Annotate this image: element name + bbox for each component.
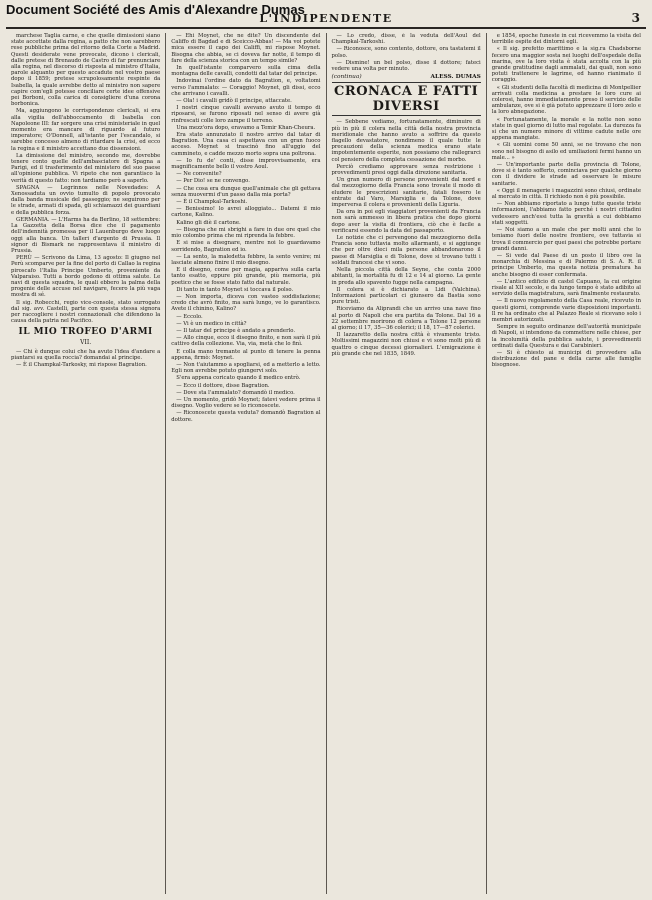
- paragraph: Da ora in poi egli viaggiatori provenienti da Francia non sarà ammesso in libera pratica che dopo giorni dopo aver la visita di frontiera, ciò che è facile a verificarsi essendo la data del passaporto.: [331, 209, 481, 234]
- paragraph: I nostri cinque cavalli avevano avuto il tempo di riposarsi, se furono riposati nel senso di avere già rinfrescati colle loro zampe il terreno.: [171, 105, 321, 124]
- paragraph: In quell'istante comparvero sulla cima della montagna delle cavalli, condotti dal tatar del principe.: [171, 65, 321, 78]
- paragraph: marchese Taglia carne, e che quelle dimissioni siano state accettate dalla regina, a patto che non sarebbero rese pubbliche prima del ritorno della Corte a Madrid. Questi desiderate vene provocate, dicono i clericali, dalle pretese di Brenaudo de Castro di far prenunciare alla regina, nel discorso di risposta al ministro d'Italia, parole alquanto per questo accadute nel vostro paese dopo il 1859; pretese scrupolosamente respinte da Isabella, la quale avrebbe detto al ministro non sapere capire com'egli potesse conciliare certe idee offensive pei Borboni, colla carica di consigliere d'una corona borbonica.: [11, 33, 161, 108]
- paragraph: Perciò crediamo approvare senza restrizione i provvedimenti presi oggi dalla direzione sanitaria.: [331, 163, 481, 177]
- feuilleton-title: IL MIO TROFEO D'ARMI: [18, 327, 153, 338]
- paragraph: PERÙ — Scrivono da Lima, 13 agosto: Il giugno nel Perù scomparve per la fine del porto di Callao la regina piroscafo l'Italia Principe Umberto, proveniente da Valparaiso. Tutti a bordo godono di ottima salute. Le navi di questa squadra, le quali ebbero la palma della progenie delle accuse nel navigare, fecero la più vaga mostra di sé.: [11, 255, 161, 299]
- paragraph: — Dove sta l'ammalato? domandò il medico.: [176, 389, 295, 396]
- paragraph: « Gli uomini come 50 anni, se ne trovano che non sono nel bisogno di asilo ed umiliazioni fermi hanno un male... »: [491, 142, 641, 161]
- paragraph: — Eccolo.: [176, 313, 203, 320]
- paragraph: — È il Champkal-Tarkosky, mi rispose Bagration.: [16, 361, 147, 368]
- paragraph: — Che cosa era dunque quell'animale che gli gettava senza muovermi d'un passo dalla mia porta?: [171, 185, 321, 198]
- paragraph: Il colera si è dichiarato a Lidi (Valchina). Informazioni particolari ci giunsero da Bastia sono pure tristi.: [331, 286, 481, 306]
- paragraph: — Ehi Moynet, che ne dite? Un discendente del Califfo di Bagdad e di Sceicco-Abbas! — Ma voi potete mica essere il capo dei Califfi, mi rispose Moynet. Bisogna che abbia, se ci doveva far notte, il tempo di fare della scienza storica con un tempo simile?: [171, 33, 321, 64]
- paragraph: E il disegno, come per magia, appariva sulla carta tanto esatto, eppure più grande, più memoria, più poetico che se fosse stato fatto dal naturale.: [171, 267, 321, 286]
- paragraph: — Ecco il dottore, disse Bagration.: [176, 382, 270, 389]
- paragraph: « Oggi il menagerie i magazzini sono chiusi, ordinate al mercato in città. Il richiedo non è più possibile.: [491, 187, 641, 201]
- column-3: [326, 33, 486, 894]
- paragraph: Nella piccola città della Seyne, che conta 2000 abitanti, la mortalità fu di 12 e 14 al giorno. La gente in preda allo spavento fugge nella campagna.: [331, 267, 481, 286]
- paragraph: — Allo cinque, ecco il disegno finito, e non sarà il più cattivo della collezione. Via, via, metà che lo finì.: [171, 335, 321, 348]
- newspaper-masthead: [0, 12, 652, 26]
- paragraph: — Il tatar del principe è andato a prenderlo.: [176, 327, 296, 334]
- paragraph: SPAGNA — Legrinnos nelle Novedades: A Xenossaduta un ovvio tumulto di popolo provocato dalla banda musicale del passeggio; ne seguirono per le strade, armati di spada, gli schiamazzi dei guardiani e della pubblica forza.: [11, 184, 161, 216]
- newspaper-columns: [6, 33, 646, 894]
- paragraph: — Sebbene vediamo, fortunatamente, diminuire di più in più il colera nella città della nostra provincia meridionale che hanno avuto a soffrire da questo flagello devastatore, nondimeno il quale tutte le precauzioni della scienza medica erano state impotentemente esperite, non possiamo che rallegrarci col pensiero della completa cessazione del morbo.: [331, 119, 481, 163]
- paragraph: Un gran numero di persone provenienti dal nord e dal mezzogiorno della Francia sono trovate il modo di eludere le prescrizioni sanitarie, fatali fossero le entrate dal Varo, Marsiglia e da Tolone, dove imperversa il colera e provenienti della Liguria.: [331, 177, 481, 209]
- page-number: 3: [631, 11, 640, 25]
- column-2: [165, 33, 325, 894]
- continua-note: (continua): [331, 74, 362, 81]
- paragraph: — Si è chiesto ai municipi di provvedere alla distribuzione del pane e della carne alle famiglie bisognose.: [491, 349, 641, 369]
- paragraph: e 1854, epoche funeste in cui ricevemmo la visita del terribile ospite dei dintorni egli.: [491, 33, 641, 46]
- paragraph: — Dismine! un bel polso, disse il dottore; fateci vedere una volta per minuto.: [331, 59, 481, 73]
- paragraph: Ma, aggiungono le corrispondenze clericali, si era alla vigilia dell'abboccamento di Isabella con Napoleone III: far sorgere una crisi ministeriale in quel momento era mancare di riguardo al futuro imperatore; O'Donnell, all'istante per l'escandalo, si sarebbe concesso almeno di ritardare la crisi, ed ecco la regina e il ministro accettano due dissensioni.: [11, 108, 161, 152]
- paragraph: — È il Champkal-Tarkoshi.: [176, 199, 248, 206]
- paragraph: Il lazzaretto della nostra città è vivamente tristo. Moltissimi magazzini non chiusi e vi sono molti più di quattro o cinque decessi giornalieri. L'emigrazione è più grande che nel 1835, 1849.: [331, 332, 481, 357]
- paragraph: E colla mano tremante al punto di tenere la penna appena, firmò: Moynet.: [171, 348, 321, 361]
- document-watermark: Document Société des Amis d'Alexandre Dumas: [6, 2, 305, 17]
- paragraph: — Non t'aiutammo a spogliarsi, ed a metterlo a letto. Egli non avrebbe potuto giungervi solo.: [171, 361, 321, 375]
- paragraph: — Lo credo, disse, è la veduta dell'Aoul del Champkal-Tarkoshi.: [331, 33, 481, 46]
- paragraph: Il sig. Robecchi, regio vice-console, stato surrogato dal sig. avv. Castelli, parte con questa stessa signora per raccogliere i nostri connazionali che difendono la causa della patria nel Pacifico.: [11, 299, 161, 325]
- paragraph: GERMANIA. — L'Harms ha da Berlino, 18 settembre: La Gazzetta della Borsa dice che il pagamento dell'indennità promessa per il Lauenburgo deve luogo oggi alla banca. Un talleri d'argento di Prussia. Il signor di Bismark ne rappresentava il ministro di Prussia.: [11, 216, 161, 254]
- author-signature: ALESS. DUMAS: [430, 74, 481, 81]
- paragraph: « Il sig. prefetto marittimo e la sig.ra Chadsborne fecero una maggior sosta nei luoghi dell'ospedale della marina, ove la loro visita è stata accolta con la più grande gratitudine dagli ammalati, dai quali, non sono potuti trattenere le lagrime, ed hanno rianimato il coraggio.: [491, 46, 641, 84]
- chronicle-section-banner: CRONACA E FATTI DIVERSI: [332, 82, 481, 116]
- paragraph: Sempre in seguito ordinanze dell'autorità municipale di Napoli, si intendono da commettere nelle chiese, per la incolumità della pubblica salute, i provvedimenti ordinati dalla Questura e dai Carabinieri.: [491, 324, 641, 349]
- paragraph: — Un momento, gridò Moynet; fatevi vedere prima il disegno. Voglio vedere se lo riconoscete.: [171, 396, 321, 410]
- paragraph: « Fortunatamente, la morale e la notte non sono state in quel giorno di lutto mal regolate. La durezza fa si che un numero minore di vittime cadute nelle ore appena mangiate.: [491, 116, 641, 142]
- column-4: [486, 33, 646, 894]
- paragraph: Le notizie che ci pervengono dal mezzogiorno della Francia sono tuttavia molto allarmanti, e si aggiunge che per oltre dieci mila persone abbandonarono il paese di Marsiglia e di Tolone, dove si trovano tutti i soldati francesi che vi sono.: [331, 235, 481, 266]
- paragraph: — Chi è dunque colui che ha avuto l'idea d'andare a piantarsi su quella roccia? domandai al principe.: [11, 348, 161, 361]
- paragraph: — Non importa, diceva con vasteo soddisfazione; credo che avrò finito, ma sarà lungo, ve lo garantisco. Avete il chinino, Kalino?: [171, 293, 321, 313]
- paragraph: Riceviamo da Aliprandi che un arrivo una nave fino al porto di Napoli che era partita da Tolone. Dal 16 a 22 settembre morirono di colera a Tolone 12 persone al giorno; il 17, 35—36 colerici; il 18, 17—87 colerici.: [331, 306, 481, 331]
- paragraph: — La sento, la maledetta febbre, la sento venire; mi lasciate almeno finire il mio disegno.: [171, 253, 321, 266]
- newspaper-title: L'INDIPENDENTE: [259, 12, 393, 25]
- paragraph: — Non abbiamo riportato a lungo tutte queste triste informazioni, l'abbiamo fatto perché i nostri cittadini vedessero anch'essi tutta la gravità a cui dobbiamo stati soggetti.: [491, 201, 641, 226]
- paragraph: — Io fu de' conti, disse improvvisamente, era magnificamente bello il vostro Aoul.: [171, 157, 321, 171]
- column-1: [6, 33, 165, 894]
- paragraph: — L'antico edificio di castel Capuano, la cui origine risale al XII secolo, e da lungo tempo è stato adibito al servizio della magistratura, sarà finalmente restaurato.: [491, 278, 641, 298]
- paragraph: — Vi è un medico in città?: [176, 320, 247, 327]
- paragraph: — Un'importante parte della provincia di Tolone, dove si è tanto sofferto, cominciava per qualche giorno con il dividere le strade ad osservare le misure sanitarie.: [491, 162, 641, 187]
- paragraph: — Per Dio! se ne convengo.: [176, 178, 250, 185]
- paragraph: E si mise a disegnare, mentre noi lo guardavamo sorridendo, Bagration ed io.: [171, 240, 321, 253]
- paragraph: — Il nuovo regolamento della Casa reale, ricevuto in questi giorni, comprende varie disposizioni importanti. Il re ha ordinato che al Palazzo Reale si ricevano solo i membri autorizzati.: [491, 298, 641, 323]
- paragraph: « Gli studenti della facoltà di medicina di Montpellier arrivati colla medicina a prestare le loro cure ai colerosi, hanno immediatamente preso il servizio delle ambulanze, ove si è già potuto apprezzare il loro zelo e la loro abnegazione.: [491, 84, 641, 116]
- paragraph: S'era appena coricato quando il medico entrò.: [176, 375, 301, 382]
- paragraph: — Riconoscete questa veduta? domandò Bagration al dottore.: [171, 410, 321, 423]
- paragraph: Kalino gli diè il cartone.: [176, 219, 241, 226]
- paragraph: — Ola! i cavalli gridò il principe, attaccate.: [176, 98, 292, 105]
- paragraph: — Benissimo! lo avrei alloggiato... Datemi il mio cartone, Kalino.: [171, 206, 321, 219]
- chapter-number: VII.: [80, 339, 92, 347]
- paragraph: Indovinai l'ordine dato da Bagration, e, voltatomi verso l'ammalato: — Coraggio! Moynet, gli dissi, ecco che arrivano i cavalli.: [171, 78, 321, 97]
- paragraph: La dimissione del ministro, secondo me, dovrebbe tenere conto quelle dell'ambasciatore di Spagna a Parigi, ed il trasferimento del ministero del suo paese all'opinione pubblica. Vi ripeto che non garantisco la verità di questo fatto: non tardiamo però a saperlo.: [11, 152, 161, 184]
- paragraph: — Noi siamo a un male che per molti anni che lo teniamo fuori delle nostre frontiere, ove tuttavia si trova il commercio per quei paesi che potrebbe portare grandi danni.: [491, 227, 641, 252]
- paragraph: — Bisogna che mi sbrighi a fare in due ore quel che mio colombo prima che mi riprenda la febbre.: [171, 226, 321, 240]
- paragraph: Una mezz'ora dopo, eravamo a Temir Khan-Cheura.: [176, 124, 316, 131]
- masthead-rule: [6, 27, 646, 29]
- paragraph: Era stato annunziato il nostro arrivo dal tatar di Bagration. Una casa ci aspettava con un gran fuoco acceso. Moynet si trascinò fino all'uggio del cammineto, e cadde mezzo morto sopra una poltrona.: [171, 132, 321, 157]
- paragraph: Di tanto in tanto Moynet si toccava il polso.: [176, 286, 294, 293]
- paragraph: — Si vede dal Paese di un posto il libro ove la monarchia di Messina e di Palermo di S. A. R. il principe Umberto, ma questa notizia prematura ha anche bisogno di esser confermata.: [491, 252, 641, 278]
- paragraph: — Ne convenite?: [176, 171, 222, 178]
- paragraph: — Riconosce, sono contento, dottore, ora tastatemi il polso.: [331, 46, 481, 59]
- feuilleton-signoff: [332, 74, 481, 80]
